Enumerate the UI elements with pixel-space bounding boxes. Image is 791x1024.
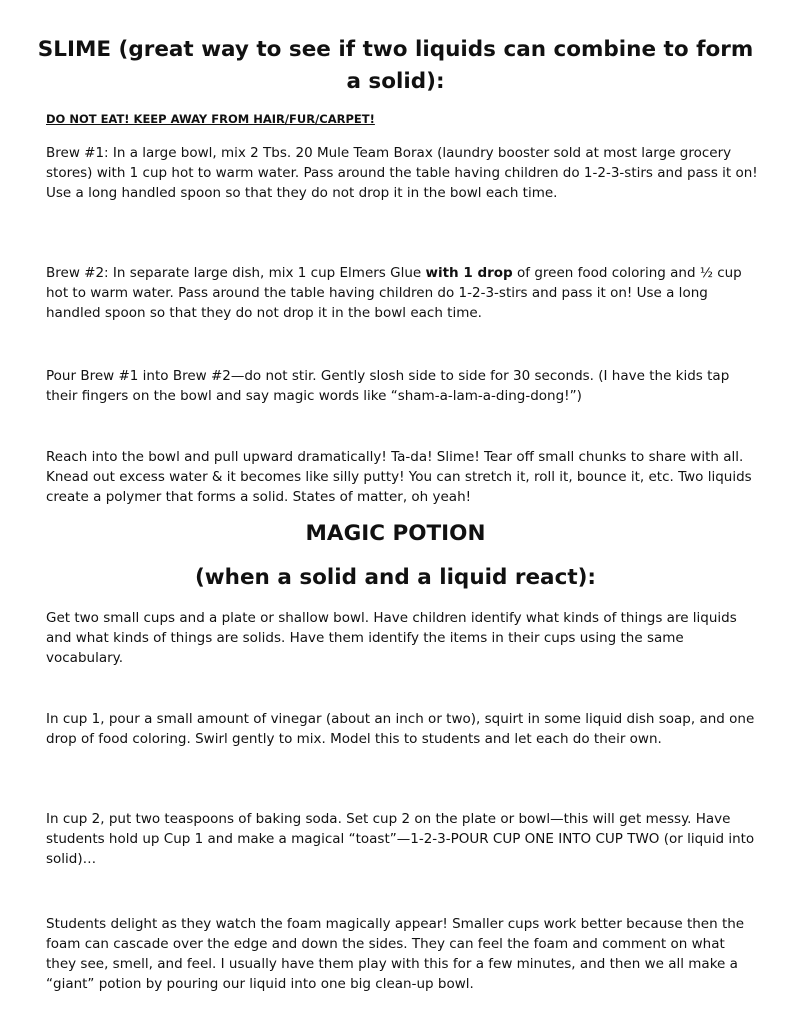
brew-2-text-end: of green food coloring and ½ cup hot to warm water. Pass around the table having children do 1-2-3-stirs and pass it on! Use a long handled spoon so that they do not drop it in the bowl each time.	[46, 265, 742, 321]
potion-intro: Get two small cups and a plate or shallow bowl. Have children identify what kinds of things are liquids and what kinds of things are solids. Have them identify the items in their cups using the same vocabulary.	[46, 610, 737, 666]
brew-2-bold-text: with 1 drop	[425, 265, 513, 281]
cup-2-instructions: In cup 2, put two teaspoons of baking soda. Set cup 2 on the plate or bowl—this will get messy. Have students hold up Cup 1 and make a magical “toast”—1-2-3-POUR CUP ONE INTO CUP TWO (or liquid into solid)…	[46, 811, 755, 867]
safety-warning: DO NOT EAT! KEEP AWAY FROM HAIR/FUR/CARPET!	[46, 112, 375, 126]
pour-instructions: Pour Brew #1 into Brew #2—do not stir. Gently slosh side to side for 30 seconds. (I have the kids tap their fingers on the bowl and say magic words like “sham-a-lam-a-ding-dong!”)	[46, 368, 730, 404]
magic-potion-title: MAGIC POTION	[305, 521, 486, 546]
slime-title: SLIME (great way to see if two liquids can combine to form a solid):	[37, 37, 754, 94]
brew-2-text-start: Brew #2: In separate large dish, mix 1 cup Elmers Glue	[46, 265, 426, 281]
magic-potion-subtitle: (when a solid and a liquid react):	[194, 565, 597, 590]
brew-2-instructions	[46, 263, 758, 323]
cup-1-instructions: In cup 1, pour a small amount of vinegar (about an inch or two), squirt in some liquid dish soap, and one drop of food coloring. Swirl gently to mix. Model this to students and let each do their own.	[46, 711, 755, 747]
result-description: Students delight as they watch the foam magically appear! Smaller cups work better because then the foam can cascade over the edge and down the sides. They can feel the foam and comment on what they see, smell, and feel. I usually have them play with this for a few minutes, and then we all make a “giant” potion by pouring our liquid into one big clean-up bowl.	[46, 916, 745, 992]
reach-instructions: Reach into the bowl and pull upward dramatically! Ta-da! Slime! Tear off small chunks to share with all. Knead out excess water & it becomes like silly putty! You can stretch it, roll it, bounce it, etc. Two liquids create a polymer that forms a solid. States of matter, oh yeah!	[46, 449, 752, 505]
brew-1-instructions: Brew #1: In a large bowl, mix 2 Tbs. 20 Mule Team Borax (laundry booster sold at most large grocery stores) with 1 cup hot to warm water. Pass around the table having children do 1-2-3-stirs and pass it on! Use a long handled spoon so that they do not drop it in the bowl each time.	[46, 145, 758, 201]
